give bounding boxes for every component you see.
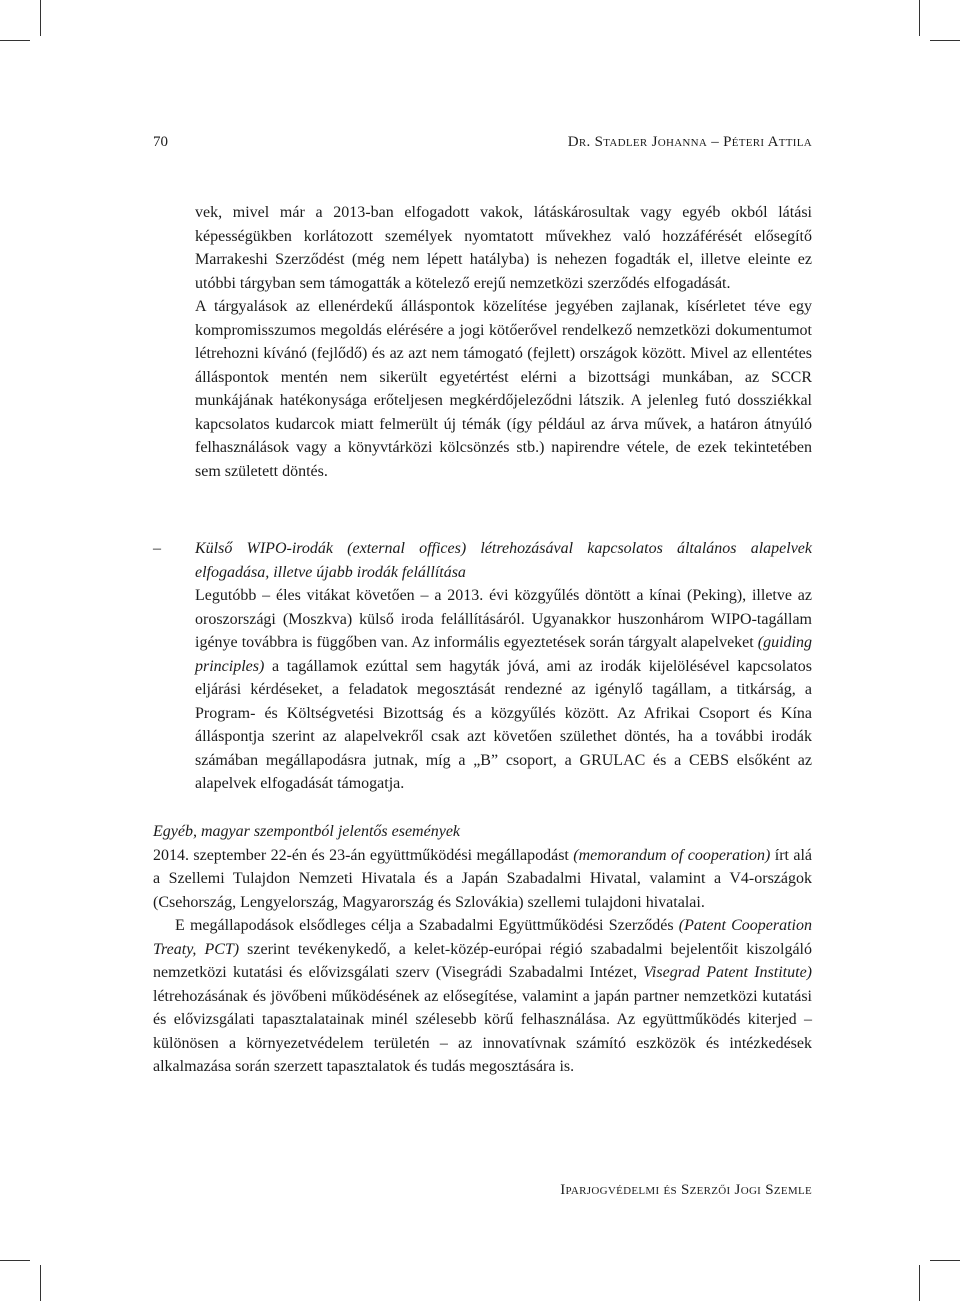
text-run: írt alá a Szellemi Tulajdon Nemzeti Hivatala és a Japán Szabadalmi Hivatal, valamint a V4-országok (Csehország, Lengyelország, Magyarország és Szlovákia) szellemi tulajdoni hivatalai. (153, 846, 812, 911)
crop-mark (930, 1260, 960, 1261)
page-number: 70 (153, 134, 168, 150)
intro-column (195, 201, 812, 483)
header-authors: Dr. Stadler Johanna – Péteri Attila (567, 134, 812, 150)
crop-mark (40, 1265, 41, 1301)
text-run: Legutóbb – éles vitákat követően – a 2013. évi közgyűlés döntött a kínai (Peking), illetve az oroszországi (Moszkva) külső iroda felállításáról. Ugyanakkor huszonhárom WIPO-tagállam igénye továbbra is függőben van. Az informális egyeztetések során tárgyalt alapelveket (195, 587, 812, 651)
intro-paragraph-1: vek, mivel már a 2013-ban elfogadott vakok, látáskárosultak vagy egyéb okból látási képességükben korlátozott személyek nyomtatott művekhez való hozzáférését elősegítő Marrakeshi Szerződést (még nem lépett hatályba) is nehezen fogadták el, illetve eleinte ez utóbbi tárgyban sem támogatták a kötelező erejű nemzetközi szerződés elfogadását. (195, 204, 812, 292)
text-run: E megállapodások elsődleges célja a Szabadalmi Együttműködési Szerződés (175, 917, 679, 934)
intro-paragraph-2: A tárgyalások az ellenérdekű álláspontok közelítése jegyében zajlanak, kísérletet téve egy kompromisszumos megoldás elérésére a jogi kötőerővel rendelkező nemzetközi dokumentumot létrehozni kívánó (fejlődő) és az azt nem támogató (fejlett) országok között. Mivel az ellentétes álláspontok mentén nem sikerült egyetértést elérni a bizottsági munkában, az SCCR munkájának hatékonysága erőteljesen megkérdőjeleződni látszik. A jelenleg futó dossziékkal kapcsolatos kudarcok miatt felmerült új témák (így például az árva művek, a határon átnyúló felhasználások vagy a könyvtárközi kölcsönzés stb.) napirendre vétele, de ezek tekintetében sem született döntés. (195, 298, 812, 480)
section-paragraph-1 (153, 844, 812, 915)
section-paragraph-2 (153, 914, 812, 1079)
list-item-text (195, 584, 812, 796)
crop-mark (0, 40, 30, 41)
text-run: szerint tevékenykedő, a kelet-közép-európai régió szabadalmi bejelentőit kiszolgáló nemzetközi kutatási és elővizsgálati szerv (Visegrádi Szabadalmi Intézet, (153, 940, 813, 981)
crop-mark (930, 40, 960, 41)
emphasis-text: Visegrad Patent Institute) (643, 964, 812, 981)
emphasis-text: (memorandum of cooperation) (573, 846, 771, 864)
crop-mark (40, 0, 41, 36)
emphasis-text: (Patent Cooperation Treaty, PCT) (153, 917, 812, 958)
section-other-events (153, 820, 812, 1079)
text-run: 2014. szeptember 22-én és 23-án együttműködési megállapodást (153, 846, 574, 864)
crop-mark (919, 0, 920, 36)
running-header (153, 134, 812, 154)
text-run: a tagállamok ezúttal sem hagyták jóvá, ami az irodák kijelölésével kapcsolatos eljárási kérdéseket, a feladatok megosztását rendezné az igénylő tagállam, a titkárság, a Program- és Költségvetési Bizottság és a közgyűlés között. Az Afrikai Csoport és Kína álláspontja szerint az alapelvekről csak azt követően születhet döntés, ha a további irodák számában megállapodásra jutnak, míg a „B” csoport, a GRULAC és a CEBS elsőként az alapelvek elfogadását támogatja. (195, 657, 812, 792)
list-item-body (195, 537, 812, 796)
list-dash: – (153, 540, 161, 557)
crop-mark (919, 1265, 920, 1301)
list-item (153, 537, 812, 796)
list-item-title: Külső WIPO-irodák (external offices) létrehozásával kapcsolatos általános alapelvek elfogadása, illetve újabb irodák felállítása (195, 540, 812, 581)
section-heading: Egyéb, magyar szempontból jelentős események (153, 823, 461, 840)
running-footer: Iparjogvédelmi és Szerzői Jogi Szemle (560, 1182, 812, 1198)
crop-mark (0, 1260, 30, 1261)
text-run: létrehozásának és jövőbeni működésének az elősegítése, valamint a japán partner nemzetközi kutatási és elővizsgálati tapasztalatainak minél szélesebb körű felhasználása. Az együttműködés kiterjed – különösen a környezetvédelem területén – az innovatívnak számító eszközök és intézkedések alkalmazása során szerzett tapasztalatok és tudás megosztására is. (153, 987, 812, 1075)
emphasis-text: (guiding principles) (195, 634, 812, 675)
